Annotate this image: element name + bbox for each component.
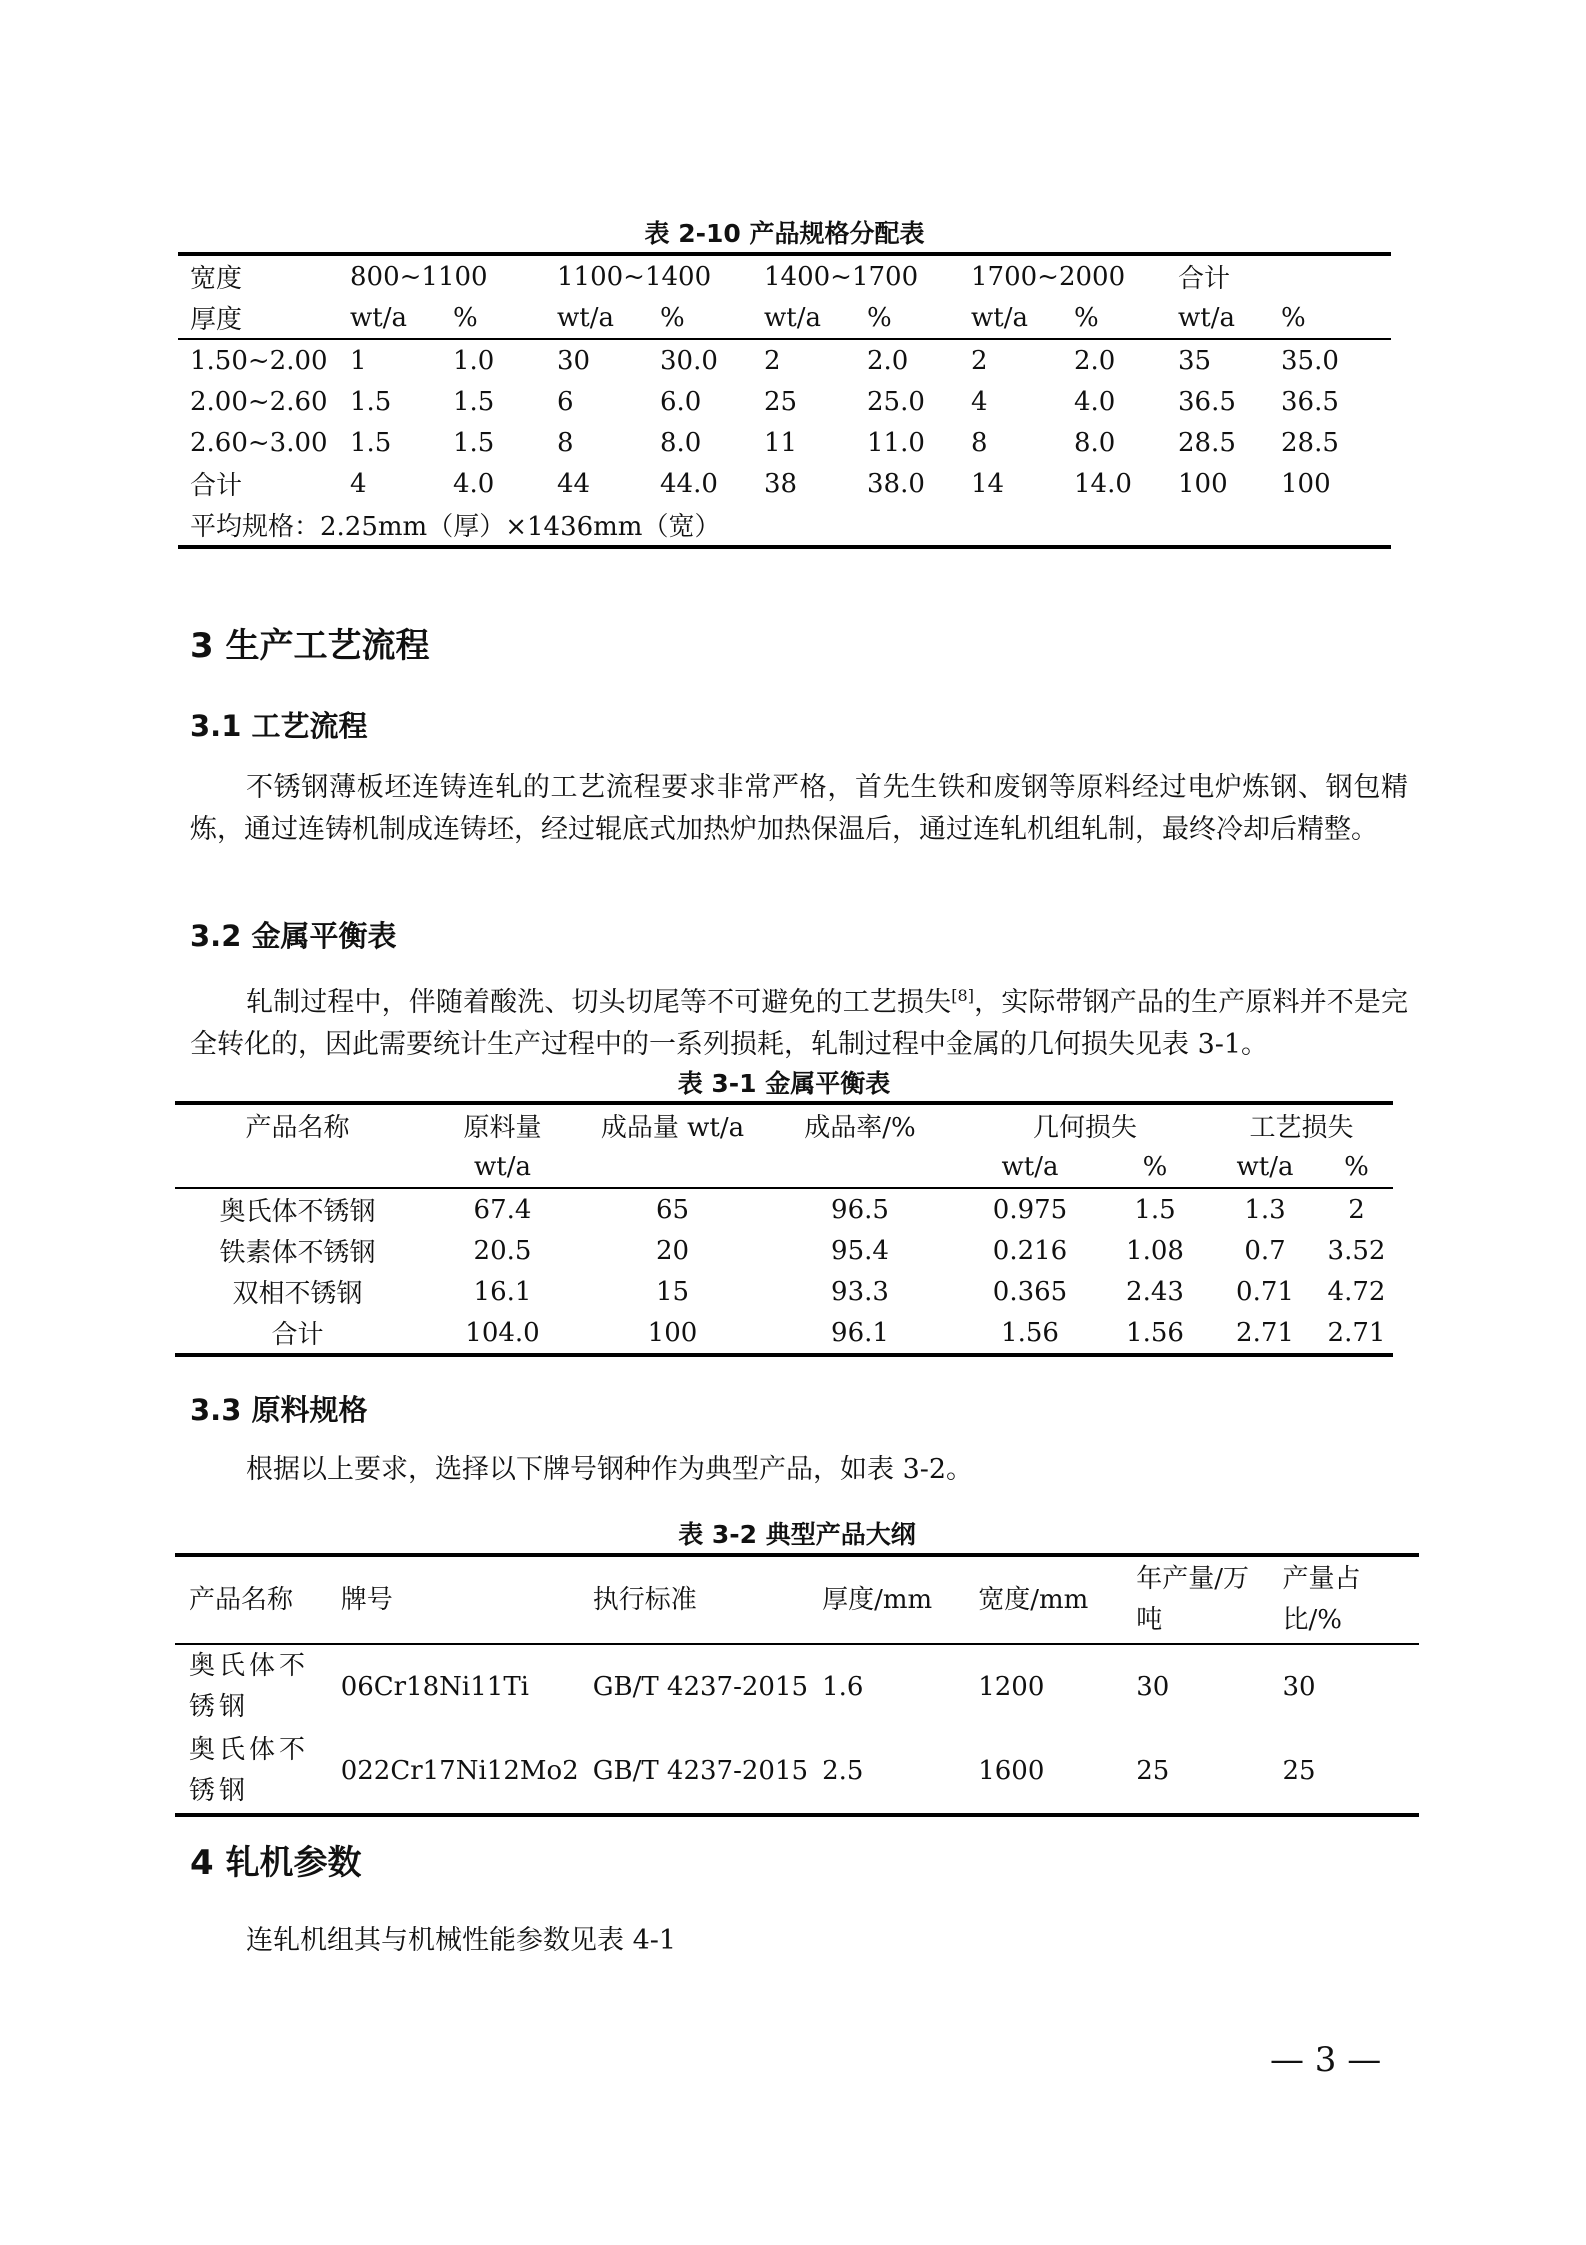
- table-3-2-caption: 表 3-2 典型产品大纲: [678, 1520, 916, 1549]
- header-cell: [585, 1146, 760, 1188]
- table-row: [175, 1230, 1393, 1271]
- table-cell: 25: [1282, 1755, 1316, 1786]
- table-cell: 44: [557, 468, 591, 499]
- section-3-3-paragraph: 根据以上要求，选择以下牌号钢种作为典型产品，如表 3-2。: [246, 1454, 974, 1485]
- table-2-10-caption: 表 2-10 产品规格分配表: [644, 219, 925, 248]
- table-cell: 2.00~2.60: [190, 386, 328, 417]
- header-cell: 年产量/万吨: [1122, 1555, 1268, 1644]
- header-cell: 成品率/%: [804, 1113, 916, 1143]
- header-cell: 原料量: [463, 1113, 542, 1143]
- table-row: [178, 339, 1391, 381]
- table-cell: 1: [350, 345, 367, 376]
- section-3-1-heading: 3.1 工艺流程: [190, 709, 368, 743]
- table-cell: 1.56: [1126, 1317, 1184, 1348]
- subheader-cell: %: [867, 297, 971, 339]
- table-subheader-row: [175, 1146, 1393, 1188]
- table-header-row: [175, 1103, 1393, 1146]
- table-cell: GB/T 4237-2015: [592, 1671, 809, 1702]
- table-cell: 1.50~2.00: [190, 345, 328, 376]
- header-cell: 产品名称: [175, 1555, 327, 1644]
- table-2-10: [178, 252, 1391, 549]
- header-width-range: 合计: [1178, 264, 1231, 294]
- header-cell: 牌号: [327, 1555, 579, 1644]
- table-cell: GB/T 4237-2015: [592, 1755, 809, 1786]
- table-cell: 16.1: [473, 1276, 532, 1307]
- subheader-cell: wt/a: [1178, 297, 1281, 339]
- header-thickness-label: 厚度: [178, 297, 350, 339]
- table-cell: 30: [1282, 1671, 1316, 1702]
- table-cell: 1.6: [822, 1671, 864, 1702]
- paragraph-text: ，实际带钢产品的生产原料并不是完全转化的，因此需要统计生产过程中的一系列损耗，轧制过程中金属的几何损失见表 3-1。: [190, 987, 1408, 1060]
- table-cell: 4.0: [453, 468, 495, 499]
- table-cell: 38: [764, 468, 798, 499]
- table-cell: 28.5: [1281, 427, 1339, 458]
- header-cell: 执行标准: [579, 1555, 808, 1644]
- table-cell: 30.0: [660, 345, 718, 376]
- table-cell: 38.0: [867, 468, 925, 499]
- table-cell: 4.0: [1074, 386, 1116, 417]
- table-cell: 30: [1136, 1671, 1170, 1702]
- table-row: [175, 1188, 1393, 1230]
- table-cell: 20: [655, 1235, 690, 1266]
- table-cell: 67.4: [473, 1194, 532, 1225]
- table-cell: 双相不锈钢: [232, 1279, 363, 1309]
- table-total-row: [175, 1312, 1393, 1355]
- table-cell: 2.71: [1236, 1317, 1294, 1348]
- header-cell: 产量占比/%: [1268, 1555, 1419, 1644]
- header-cell: wt/a: [420, 1146, 585, 1188]
- subheader-cell: %: [1281, 297, 1391, 339]
- table-cell: 36.5: [1281, 386, 1339, 417]
- header-cell: 工艺损失: [1249, 1113, 1354, 1143]
- table-cell: 15: [655, 1276, 690, 1307]
- header-cell: [760, 1146, 960, 1188]
- section-4-paragraph: 连轧机组其与机械性能参数见表 4-1: [246, 1925, 677, 1956]
- table-cell: 25.0: [867, 386, 925, 417]
- table-footer-row: [178, 504, 1391, 547]
- table-cell: 8.0: [660, 427, 702, 458]
- header-cell: %: [1320, 1146, 1393, 1188]
- header-cell: 宽度/mm: [964, 1555, 1122, 1644]
- table-cell: 1600: [978, 1755, 1045, 1786]
- subheader-cell: %: [453, 297, 557, 339]
- table-cell: 11.0: [867, 427, 925, 458]
- table-cell: 1.5: [453, 427, 495, 458]
- section-3-2-paragraph: [190, 975, 1408, 1066]
- table-cell: 1.3: [1244, 1194, 1286, 1225]
- section-3-heading: 3 生产工艺流程: [190, 626, 430, 666]
- header-cell: 厚度/mm: [808, 1555, 964, 1644]
- table-cell: 65: [655, 1194, 690, 1225]
- header-cell: %: [1100, 1146, 1210, 1188]
- table-cell: 20.5: [473, 1235, 532, 1266]
- table-cell: 2.71: [1327, 1317, 1386, 1348]
- table-cell: 3.52: [1327, 1235, 1386, 1266]
- table-3-1: [175, 1101, 1393, 1357]
- table-cell: 1.5: [453, 386, 495, 417]
- table-cell: 44.0: [660, 468, 718, 499]
- citation-reference: [8]: [951, 986, 974, 1005]
- table-cell: 2.60~3.00: [190, 427, 328, 458]
- table-cell: 104.0: [465, 1317, 540, 1348]
- paragraph-text: 轧制过程中，伴随着酸洗、切头切尾等不可避免的工艺损失: [246, 987, 952, 1018]
- section-3-1-paragraph: 不锈钢薄板坯连铸连轧的工艺流程要求非常严格，首先生铁和废钢等原料经过电炉炼钢、钢包精炼，通过连铸机制成连铸坯，经过辊底式加热炉加热保温后，通过连轧机组轧制，最终冷却后精整。: [190, 772, 1408, 845]
- page-number: — 3 —: [1270, 2040, 1382, 2080]
- table-cell: 96.5: [831, 1194, 889, 1225]
- table-cell: 2.5: [822, 1755, 864, 1786]
- table-cell: 2: [1348, 1194, 1365, 1225]
- table-cell: 11: [764, 427, 798, 458]
- header-width-range: 1700~2000: [971, 261, 1126, 292]
- table-cell: 6: [557, 386, 574, 417]
- table-cell: 0.216: [992, 1235, 1068, 1266]
- subheader-cell: %: [660, 297, 764, 339]
- table-cell: 36.5: [1178, 386, 1236, 417]
- table-cell: 4: [971, 386, 988, 417]
- header-width-label: 宽度: [190, 264, 243, 294]
- table-cell: 30: [557, 345, 591, 376]
- table-cell: 14: [971, 468, 1005, 499]
- table-cell: 8.0: [1074, 427, 1116, 458]
- table-cell: 1.5: [350, 386, 392, 417]
- section-4-heading: 4 轧机参数: [190, 1843, 362, 1883]
- table-cell: 022Cr17Ni12Mo2: [340, 1755, 579, 1786]
- table-cell: 2.0: [867, 345, 909, 376]
- table-cell: 8: [557, 427, 574, 458]
- table-cell: 100: [1281, 468, 1331, 499]
- header-cell: 产品名称: [245, 1113, 350, 1143]
- header-width-range: 1400~1700: [764, 261, 919, 292]
- table-row: [175, 1271, 1393, 1312]
- table-header-row: [178, 254, 1391, 297]
- table-cell: 合计: [271, 1320, 324, 1350]
- table-cell: 奥氏体不锈钢: [189, 1735, 310, 1806]
- table-footer-note: 平均规格：2.25mm（厚）×1436mm（宽）: [190, 512, 721, 542]
- table-row: [175, 1729, 1419, 1815]
- table-cell: 2.43: [1126, 1276, 1184, 1307]
- table-cell: 8: [971, 427, 988, 458]
- header-cell: 几何损失: [1032, 1113, 1137, 1143]
- header-width-range: 800~1100: [350, 261, 488, 292]
- table-cell: 28.5: [1178, 427, 1236, 458]
- table-cell: 1.5: [350, 427, 392, 458]
- subheader-cell: wt/a: [764, 297, 867, 339]
- table-cell: 100: [1178, 468, 1228, 499]
- subheader-cell: wt/a: [350, 297, 453, 339]
- table-cell: 06Cr18Ni11Ti: [340, 1671, 529, 1702]
- table-cell: 2.0: [1074, 345, 1116, 376]
- table-row: [175, 1644, 1419, 1729]
- header-cell: wt/a: [960, 1146, 1100, 1188]
- table-cell: 25: [1136, 1755, 1170, 1786]
- table-3-1-caption: 表 3-1 金属平衡表: [677, 1069, 891, 1098]
- section-3-3-heading: 3.3 原料规格: [190, 1393, 368, 1427]
- table-cell: 1200: [978, 1671, 1045, 1702]
- table-cell: 2: [764, 345, 781, 376]
- table-cell: 1.08: [1126, 1235, 1184, 1266]
- table-row: [178, 422, 1391, 463]
- table-3-2: [175, 1553, 1419, 1817]
- table-cell: 0.7: [1244, 1235, 1286, 1266]
- table-cell: 0.71: [1236, 1276, 1294, 1307]
- table-cell: 0.975: [992, 1194, 1068, 1225]
- table-cell: 6.0: [660, 386, 702, 417]
- table-cell: 35.0: [1281, 345, 1339, 376]
- table-row: [178, 381, 1391, 422]
- header-cell: [175, 1146, 420, 1188]
- table-cell: 93.3: [831, 1276, 889, 1307]
- table-cell: 100: [647, 1317, 698, 1348]
- table-cell: 25: [764, 386, 798, 417]
- table-cell: 奥氏体不锈钢: [219, 1197, 376, 1227]
- table-cell: 14.0: [1074, 468, 1132, 499]
- table-cell: 4.72: [1327, 1276, 1386, 1307]
- table-header-row: [175, 1555, 1419, 1644]
- table-cell: 96.1: [831, 1317, 889, 1348]
- header-width-range: 1100~1400: [557, 261, 712, 292]
- subheader-cell: wt/a: [971, 297, 1074, 339]
- table-cell: 1.5: [1134, 1194, 1176, 1225]
- header-cell: 成品量 wt/a: [600, 1113, 745, 1143]
- table-cell: 奥氏体不锈钢: [189, 1651, 310, 1722]
- table-subheader-row: [178, 297, 1391, 339]
- table-total-row: [178, 463, 1391, 504]
- header-cell: wt/a: [1210, 1146, 1320, 1188]
- table-cell: 铁素体不锈钢: [219, 1238, 376, 1268]
- table-cell: 95.4: [831, 1235, 889, 1266]
- section-3-2-heading: 3.2 金属平衡表: [190, 919, 397, 953]
- table-cell: 4: [350, 468, 367, 499]
- table-cell: 1.56: [1001, 1317, 1059, 1348]
- table-cell: 35: [1178, 345, 1212, 376]
- subheader-cell: %: [1074, 297, 1178, 339]
- table-cell: 0.365: [992, 1276, 1068, 1307]
- table-cell: 1.0: [453, 345, 495, 376]
- subheader-cell: wt/a: [557, 297, 660, 339]
- table-cell: 2: [971, 345, 988, 376]
- table-cell: 合计: [190, 471, 243, 501]
